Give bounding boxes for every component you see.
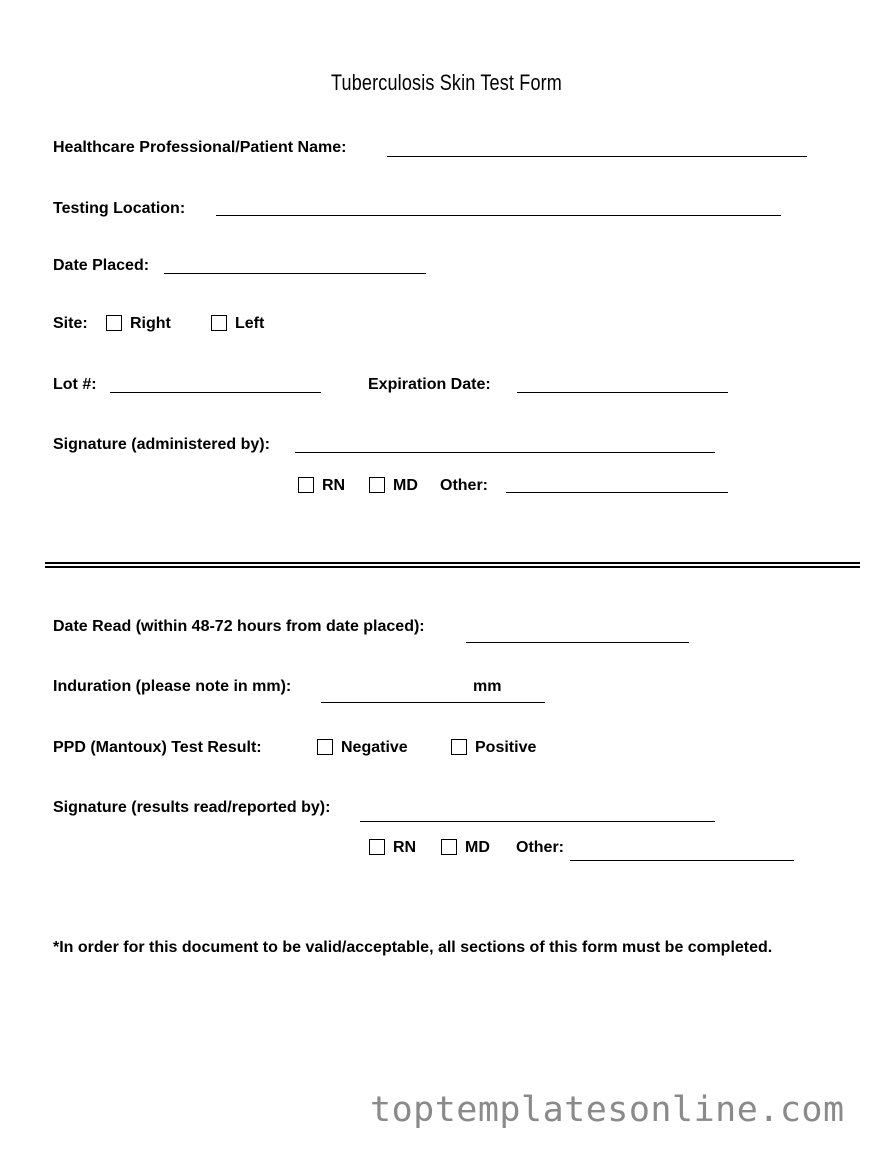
date-placed-label: Date Placed: (53, 257, 150, 274)
lot-label: Lot #: (53, 376, 97, 393)
date-read-label: Date Read (within 48-72 hours from date placed): (53, 618, 425, 635)
administered-other-label: Other: (440, 477, 488, 494)
signature-administered-field[interactable] (295, 452, 715, 453)
signature-read-label: Signature (results read/reported by): (53, 799, 331, 816)
read-other-field[interactable] (570, 860, 794, 861)
read-other-label: Other: (516, 839, 564, 856)
section-divider (45, 562, 860, 568)
administered-md-label: MD (393, 477, 418, 494)
validity-footnote: *In order for this document to be valid/acceptable, all sections of this form must be completed. (53, 939, 773, 956)
expiration-date-field[interactable] (517, 392, 728, 393)
name-field[interactable] (387, 156, 807, 157)
read-rn-label: RN (393, 839, 417, 856)
administered-rn-checkbox[interactable] (298, 477, 314, 493)
date-placed-field[interactable] (164, 273, 426, 274)
result-negative-label: Negative (341, 739, 408, 756)
induration-field[interactable] (321, 702, 545, 703)
lot-field[interactable] (110, 392, 321, 393)
administered-other-field[interactable] (506, 492, 728, 493)
result-positive-checkbox[interactable] (451, 739, 467, 755)
site-label: Site: (53, 315, 88, 332)
page-title: Tuberculosis Skin Test Form (330, 70, 563, 95)
result-positive-label: Positive (475, 739, 537, 756)
read-md-checkbox[interactable] (441, 839, 457, 855)
signature-administered-label: Signature (administered by): (53, 436, 270, 453)
site-left-label: Left (235, 315, 265, 332)
site-right-label: Right (130, 315, 171, 332)
read-rn-checkbox[interactable] (369, 839, 385, 855)
watermark: toptemplatesonline.com (370, 1090, 845, 1130)
administered-md-checkbox[interactable] (369, 477, 385, 493)
induration-unit: mm (473, 678, 502, 695)
signature-read-field[interactable] (360, 821, 715, 822)
expiration-date-label: Expiration Date: (368, 376, 491, 393)
administered-rn-label: RN (322, 477, 346, 494)
site-right-checkbox[interactable] (106, 315, 122, 331)
induration-label: Induration (please note in mm): (53, 678, 292, 695)
testing-location-field[interactable] (216, 215, 781, 216)
date-read-field[interactable] (466, 642, 689, 643)
testing-location-label: Testing Location: (53, 200, 186, 217)
site-left-checkbox[interactable] (211, 315, 227, 331)
name-label: Healthcare Professional/Patient Name: (53, 139, 347, 156)
read-md-label: MD (465, 839, 490, 856)
test-result-label: PPD (Mantoux) Test Result: (53, 739, 262, 756)
result-negative-checkbox[interactable] (317, 739, 333, 755)
